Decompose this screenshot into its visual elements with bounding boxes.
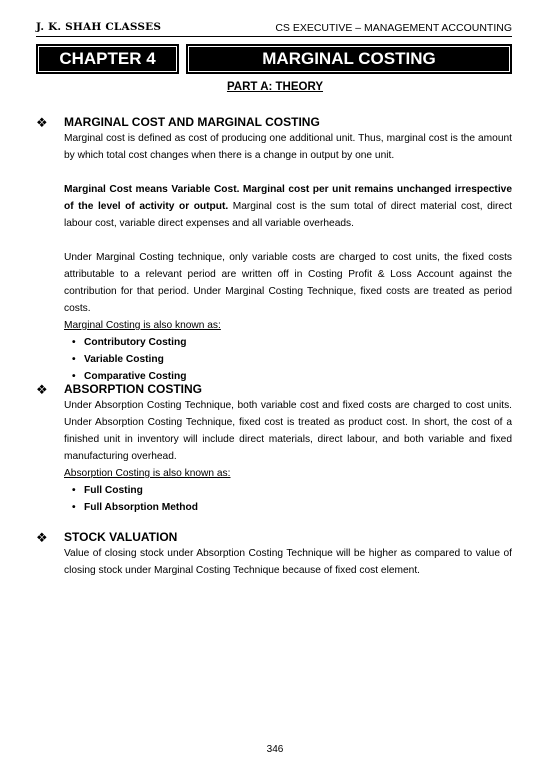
paragraph-text: Marginal cost is the sum total of direct material cost, direct labour cost, variable direct expenses and all variable overheads. xyxy=(64,201,512,229)
paragraph xyxy=(64,181,512,232)
paragraph: Under Marginal Costing technique, only variable costs are charged to cost units, the fixed costs attributable to a relevant period are written off in Costing Profit & Loss Account against the contribution for that period. Under Marginal Costing Technique, fixed costs are treated as period costs. xyxy=(64,252,512,314)
also-known-as-label: Absorption Costing is also known as: xyxy=(64,468,231,479)
diamond-bullet-icon: ❖ xyxy=(36,529,48,545)
section-heading xyxy=(36,114,512,130)
bullet-dot-icon: • xyxy=(72,354,76,365)
chapter-label: CHAPTER 4 xyxy=(36,44,179,74)
diamond-bullet-icon: ❖ xyxy=(36,381,48,397)
diamond-bullet-icon: ❖ xyxy=(36,114,48,130)
list-item: • Contributory Costing xyxy=(64,334,512,351)
list-item: • Comparative Costing xyxy=(64,368,512,385)
paragraph: Under Absorption Costing Technique, both variable cost and fixed costs are charged to cost units. Under Absorption Costing Technique, fixed cost is treated as product cost. In short, the cost of a finished unit in inventory will include direct materials, direct labour, and both variable and fixed manufacturing overhead. xyxy=(64,400,512,462)
section-marginal-costing xyxy=(36,114,512,385)
bullet-list xyxy=(64,334,512,385)
also-known-as-label: Marginal Costing is also known as: xyxy=(64,320,221,331)
paragraph: Marginal cost is defined as cost of producing one additional unit. Thus, marginal cost is the amount by which total cost changes when there is a change in output by one unit. xyxy=(64,133,512,161)
section-body xyxy=(64,397,512,516)
page-header xyxy=(36,20,512,37)
section-heading xyxy=(36,381,512,397)
header-subject: CS EXECUTIVE – MANAGEMENT ACCOUNTING xyxy=(275,22,512,34)
bold-text: Marginal Cost means Variable Cost. Marginal cost per unit remains unchanged irrespective of the level of activity or output. xyxy=(64,184,512,212)
section-heading xyxy=(36,529,512,545)
chapter-title: MARGINAL COSTING xyxy=(186,44,512,74)
list-item: • Full Absorption Method xyxy=(64,499,512,516)
section-body xyxy=(64,545,512,579)
bullet-dot-icon: • xyxy=(72,485,76,496)
section-body xyxy=(64,130,512,385)
section-absorption-costing xyxy=(36,381,512,516)
bullet-dot-icon: • xyxy=(72,371,76,382)
bullet-list xyxy=(64,482,512,516)
part-heading: PART A: THEORY xyxy=(226,81,324,93)
bullet-dot-icon: • xyxy=(72,502,76,513)
list-item: • Variable Costing xyxy=(64,351,512,368)
section-title: MARGINAL COST AND MARGINAL COSTING xyxy=(64,115,320,129)
paragraph: Value of closing stock under Absorption Costing Technique will be higher as compared to value of closing stock under Marginal Costing Technique because of fixed cost element. xyxy=(64,548,512,576)
header-institute: J. K. SHAH CLASSES xyxy=(36,21,162,33)
list-item: • Full Costing xyxy=(64,482,512,499)
bullet-dot-icon: • xyxy=(72,337,76,348)
section-title: STOCK VALUATION xyxy=(64,530,178,544)
section-stock-valuation xyxy=(36,529,512,579)
page-number: 346 xyxy=(266,744,284,755)
section-title: ABSORPTION COSTING xyxy=(64,382,203,396)
